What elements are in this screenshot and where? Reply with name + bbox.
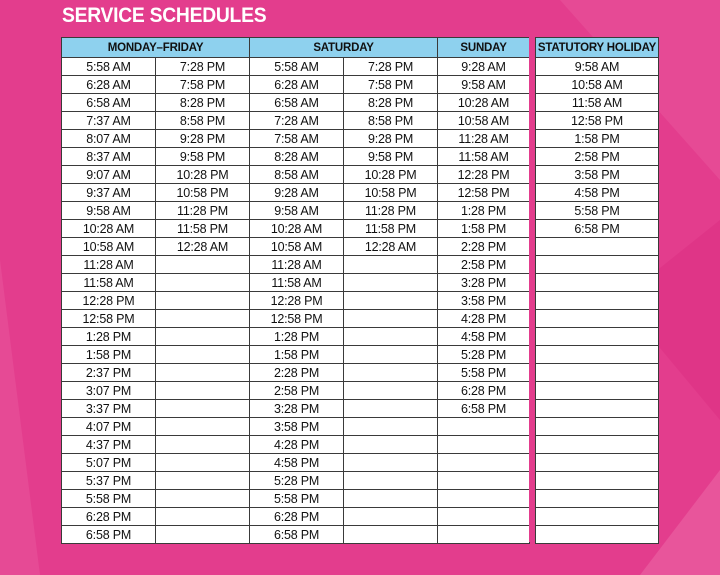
time-cell-weekday-b: 10:58 PM: [156, 184, 250, 202]
time-cell-weekday-b: [156, 328, 250, 346]
time-cell-weekday-a: 8:07 AM: [62, 130, 156, 148]
table-row: [62, 436, 530, 454]
time-cell-weekday-b: 8:28 PM: [156, 94, 250, 112]
time-cell-weekday-b: 11:58 PM: [156, 220, 250, 238]
time-cell-sunday: 9:58 AM: [438, 76, 530, 94]
header-sunday: SUNDAY: [438, 38, 530, 58]
page-title: SERVICE SCHEDULES: [62, 4, 267, 27]
table-row: [536, 526, 659, 544]
table-row: [536, 328, 659, 346]
table-row: [62, 364, 530, 382]
table-row: [536, 58, 659, 76]
time-cell-weekday-b: [156, 256, 250, 274]
time-cell-saturday-a: 3:58 PM: [250, 418, 344, 436]
time-cell-saturday-b: [344, 454, 438, 472]
table-row: [62, 166, 530, 184]
table-row: [62, 220, 530, 238]
table-row: [62, 454, 530, 472]
time-cell-saturday-a: 5:28 PM: [250, 472, 344, 490]
time-cell-holiday: 6:58 PM: [536, 220, 659, 238]
time-cell-sunday: 4:58 PM: [438, 328, 530, 346]
time-cell-saturday-a: 7:28 AM: [250, 112, 344, 130]
time-cell-sunday: [438, 490, 530, 508]
table-row: [62, 184, 530, 202]
time-cell-saturday-a: 5:58 AM: [250, 58, 344, 76]
time-cell-holiday: 10:58 AM: [536, 76, 659, 94]
time-cell-saturday-b: [344, 364, 438, 382]
time-cell-saturday-a: 8:28 AM: [250, 148, 344, 166]
table-row: [536, 490, 659, 508]
time-cell-saturday-a: 10:58 AM: [250, 238, 344, 256]
time-cell-holiday: [536, 436, 659, 454]
time-cell-holiday: [536, 292, 659, 310]
time-cell-saturday-a: 4:58 PM: [250, 454, 344, 472]
time-cell-weekday-b: [156, 508, 250, 526]
time-cell-weekday-b: 12:28 AM: [156, 238, 250, 256]
table-row: [62, 202, 530, 220]
table-row: [536, 418, 659, 436]
time-cell-weekday-a: 10:28 AM: [62, 220, 156, 238]
time-cell-saturday-a: 11:58 AM: [250, 274, 344, 292]
header-saturday: SATURDAY: [250, 38, 438, 58]
table-row: [536, 436, 659, 454]
time-cell-saturday-b: 8:58 PM: [344, 112, 438, 130]
time-cell-saturday-a: 7:58 AM: [250, 130, 344, 148]
time-cell-sunday: 6:28 PM: [438, 382, 530, 400]
table-row: [536, 472, 659, 490]
time-cell-sunday: 12:58 PM: [438, 184, 530, 202]
table-row: [536, 508, 659, 526]
time-cell-weekday-a: 5:37 PM: [62, 472, 156, 490]
time-cell-weekday-b: [156, 454, 250, 472]
time-cell-holiday: [536, 508, 659, 526]
time-cell-sunday: 3:28 PM: [438, 274, 530, 292]
table-row: [62, 58, 530, 76]
time-cell-weekday-a: 5:58 PM: [62, 490, 156, 508]
table-row: [536, 94, 659, 112]
table-row: [62, 274, 530, 292]
time-cell-saturday-b: 11:58 PM: [344, 220, 438, 238]
time-cell-holiday: [536, 490, 659, 508]
time-cell-weekday-a: 11:28 AM: [62, 256, 156, 274]
time-cell-saturday-a: 9:58 AM: [250, 202, 344, 220]
table-row: [536, 148, 659, 166]
table-row: [536, 382, 659, 400]
time-cell-holiday: [536, 328, 659, 346]
time-cell-saturday-a: 2:28 PM: [250, 364, 344, 382]
time-cell-saturday-a: 6:28 PM: [250, 508, 344, 526]
time-cell-sunday: 10:58 AM: [438, 112, 530, 130]
time-cell-weekday-b: [156, 400, 250, 418]
time-cell-saturday-a: 9:28 AM: [250, 184, 344, 202]
time-cell-holiday: [536, 382, 659, 400]
time-cell-sunday: 5:28 PM: [438, 346, 530, 364]
time-cell-weekday-b: 8:58 PM: [156, 112, 250, 130]
table-row: [536, 310, 659, 328]
table-row: [62, 94, 530, 112]
table-row: [536, 400, 659, 418]
time-cell-weekday-b: 7:28 PM: [156, 58, 250, 76]
schedule-table-holiday: [535, 37, 659, 544]
time-cell-sunday: [438, 418, 530, 436]
time-cell-holiday: 2:58 PM: [536, 148, 659, 166]
time-cell-saturday-b: 12:28 AM: [344, 238, 438, 256]
time-cell-weekday-b: [156, 382, 250, 400]
table-row: [62, 400, 530, 418]
table-row: [62, 508, 530, 526]
time-cell-saturday-b: [344, 346, 438, 364]
time-cell-holiday: [536, 346, 659, 364]
header-holiday: STATUTORY HOLIDAY: [536, 38, 659, 58]
time-cell-holiday: [536, 238, 659, 256]
time-cell-saturday-b: [344, 490, 438, 508]
time-cell-saturday-a: 5:58 PM: [250, 490, 344, 508]
time-cell-weekday-a: 9:58 AM: [62, 202, 156, 220]
time-cell-saturday-b: [344, 274, 438, 292]
time-cell-saturday-a: 10:28 AM: [250, 220, 344, 238]
time-cell-weekday-a: 12:58 PM: [62, 310, 156, 328]
time-cell-weekday-b: [156, 274, 250, 292]
time-cell-weekday-a: 5:07 PM: [62, 454, 156, 472]
time-cell-saturday-a: 1:58 PM: [250, 346, 344, 364]
time-cell-saturday-b: [344, 310, 438, 328]
table-row: [536, 184, 659, 202]
table-row: [62, 382, 530, 400]
time-cell-weekday-a: 7:37 AM: [62, 112, 156, 130]
time-cell-sunday: 11:58 AM: [438, 148, 530, 166]
time-cell-saturday-a: 12:28 PM: [250, 292, 344, 310]
time-cell-sunday: 2:58 PM: [438, 256, 530, 274]
time-cell-saturday-b: [344, 472, 438, 490]
time-cell-saturday-b: 9:58 PM: [344, 148, 438, 166]
time-cell-weekday-a: 8:37 AM: [62, 148, 156, 166]
table-row: [62, 130, 530, 148]
table-row: [62, 526, 530, 544]
time-cell-saturday-a: 6:58 PM: [250, 526, 344, 544]
time-cell-weekday-a: 2:37 PM: [62, 364, 156, 382]
time-cell-weekday-a: 12:28 PM: [62, 292, 156, 310]
time-cell-saturday-b: [344, 508, 438, 526]
table-row: [62, 490, 530, 508]
time-cell-sunday: 12:28 PM: [438, 166, 530, 184]
time-cell-holiday: [536, 400, 659, 418]
time-cell-weekday-b: [156, 436, 250, 454]
time-cell-weekday-a: 5:58 AM: [62, 58, 156, 76]
time-cell-weekday-a: 6:28 AM: [62, 76, 156, 94]
table-row: [62, 292, 530, 310]
time-cell-weekday-a: 4:07 PM: [62, 418, 156, 436]
table-row: [536, 202, 659, 220]
table-row: [536, 256, 659, 274]
time-cell-saturday-b: 11:28 PM: [344, 202, 438, 220]
time-cell-sunday: 5:58 PM: [438, 364, 530, 382]
table-row: [536, 274, 659, 292]
time-cell-saturday-a: 4:28 PM: [250, 436, 344, 454]
time-cell-weekday-b: [156, 490, 250, 508]
time-cell-saturday-a: 1:28 PM: [250, 328, 344, 346]
time-cell-weekday-b: [156, 526, 250, 544]
time-cell-holiday: [536, 454, 659, 472]
time-cell-holiday: [536, 472, 659, 490]
time-cell-weekday-a: 9:07 AM: [62, 166, 156, 184]
table-row: [62, 328, 530, 346]
time-cell-weekday-b: [156, 472, 250, 490]
table-row: [62, 310, 530, 328]
time-cell-holiday: 12:58 PM: [536, 112, 659, 130]
time-cell-weekday-a: 1:28 PM: [62, 328, 156, 346]
time-cell-saturday-a: 8:58 AM: [250, 166, 344, 184]
time-cell-saturday-b: 10:58 PM: [344, 184, 438, 202]
time-cell-sunday: 9:28 AM: [438, 58, 530, 76]
time-cell-weekday-b: [156, 310, 250, 328]
time-cell-weekday-a: 3:07 PM: [62, 382, 156, 400]
time-cell-sunday: 4:28 PM: [438, 310, 530, 328]
time-cell-holiday: [536, 364, 659, 382]
table-row: [62, 76, 530, 94]
time-cell-saturday-b: 7:28 PM: [344, 58, 438, 76]
time-cell-saturday-a: 12:58 PM: [250, 310, 344, 328]
time-cell-holiday: 4:58 PM: [536, 184, 659, 202]
time-cell-saturday-a: 6:28 AM: [250, 76, 344, 94]
time-cell-saturday-a: 3:28 PM: [250, 400, 344, 418]
time-cell-saturday-b: [344, 256, 438, 274]
time-cell-sunday: 1:58 PM: [438, 220, 530, 238]
time-cell-weekday-b: [156, 346, 250, 364]
time-cell-weekday-b: 9:28 PM: [156, 130, 250, 148]
time-cell-weekday-a: 1:58 PM: [62, 346, 156, 364]
time-cell-sunday: 6:58 PM: [438, 400, 530, 418]
header-weekday: MONDAY–FRIDAY: [62, 38, 250, 58]
table-row: [536, 130, 659, 148]
time-cell-sunday: [438, 436, 530, 454]
table-row: [536, 166, 659, 184]
time-cell-weekday-a: 4:37 PM: [62, 436, 156, 454]
time-cell-saturday-a: 6:58 AM: [250, 94, 344, 112]
time-cell-weekday-b: 9:58 PM: [156, 148, 250, 166]
time-cell-saturday-b: [344, 526, 438, 544]
time-cell-weekday-a: 6:58 PM: [62, 526, 156, 544]
time-cell-weekday-a: 11:58 AM: [62, 274, 156, 292]
time-cell-holiday: [536, 526, 659, 544]
table-row: [62, 418, 530, 436]
time-cell-sunday: 2:28 PM: [438, 238, 530, 256]
table-row: [62, 472, 530, 490]
time-cell-holiday: [536, 310, 659, 328]
time-cell-saturday-b: 8:28 PM: [344, 94, 438, 112]
time-cell-saturday-b: [344, 382, 438, 400]
table-row: [536, 454, 659, 472]
time-cell-sunday: [438, 472, 530, 490]
time-cell-holiday: [536, 274, 659, 292]
time-cell-weekday-a: 3:37 PM: [62, 400, 156, 418]
time-cell-weekday-a: 9:37 AM: [62, 184, 156, 202]
time-cell-saturday-b: 9:28 PM: [344, 130, 438, 148]
time-cell-weekday-b: [156, 292, 250, 310]
time-cell-weekday-a: 6:28 PM: [62, 508, 156, 526]
time-cell-sunday: 11:28 AM: [438, 130, 530, 148]
time-cell-holiday: 11:58 AM: [536, 94, 659, 112]
table-row: [62, 346, 530, 364]
time-cell-saturday-b: [344, 418, 438, 436]
table-row: [62, 148, 530, 166]
time-cell-sunday: [438, 526, 530, 544]
table-row: [536, 238, 659, 256]
table-row: [536, 112, 659, 130]
table-row: [62, 238, 530, 256]
time-cell-saturday-b: [344, 292, 438, 310]
time-cell-weekday-b: 7:58 PM: [156, 76, 250, 94]
time-cell-saturday-b: [344, 328, 438, 346]
table-row: [536, 346, 659, 364]
time-cell-weekday-b: 11:28 PM: [156, 202, 250, 220]
time-cell-weekday-a: 6:58 AM: [62, 94, 156, 112]
time-cell-saturday-b: [344, 436, 438, 454]
table-row: [536, 76, 659, 94]
time-cell-sunday: 1:28 PM: [438, 202, 530, 220]
time-cell-sunday: [438, 508, 530, 526]
time-cell-holiday: 1:58 PM: [536, 130, 659, 148]
table-row: [62, 112, 530, 130]
time-cell-weekday-a: 10:58 AM: [62, 238, 156, 256]
time-cell-holiday: [536, 256, 659, 274]
time-cell-weekday-b: [156, 364, 250, 382]
schedule-table-main: [61, 37, 530, 544]
time-cell-holiday: 3:58 PM: [536, 166, 659, 184]
time-cell-saturday-b: 10:28 PM: [344, 166, 438, 184]
time-cell-holiday: 5:58 PM: [536, 202, 659, 220]
time-cell-saturday-b: [344, 400, 438, 418]
time-cell-holiday: 9:58 AM: [536, 58, 659, 76]
time-cell-sunday: 10:28 AM: [438, 94, 530, 112]
time-cell-saturday-a: 11:28 AM: [250, 256, 344, 274]
table-row: [62, 256, 530, 274]
time-cell-sunday: 3:58 PM: [438, 292, 530, 310]
time-cell-sunday: [438, 454, 530, 472]
time-cell-weekday-b: [156, 418, 250, 436]
time-cell-saturday-a: 2:58 PM: [250, 382, 344, 400]
time-cell-holiday: [536, 418, 659, 436]
time-cell-weekday-b: 10:28 PM: [156, 166, 250, 184]
table-row: [536, 220, 659, 238]
time-cell-saturday-b: 7:58 PM: [344, 76, 438, 94]
table-row: [536, 292, 659, 310]
table-row: [536, 364, 659, 382]
